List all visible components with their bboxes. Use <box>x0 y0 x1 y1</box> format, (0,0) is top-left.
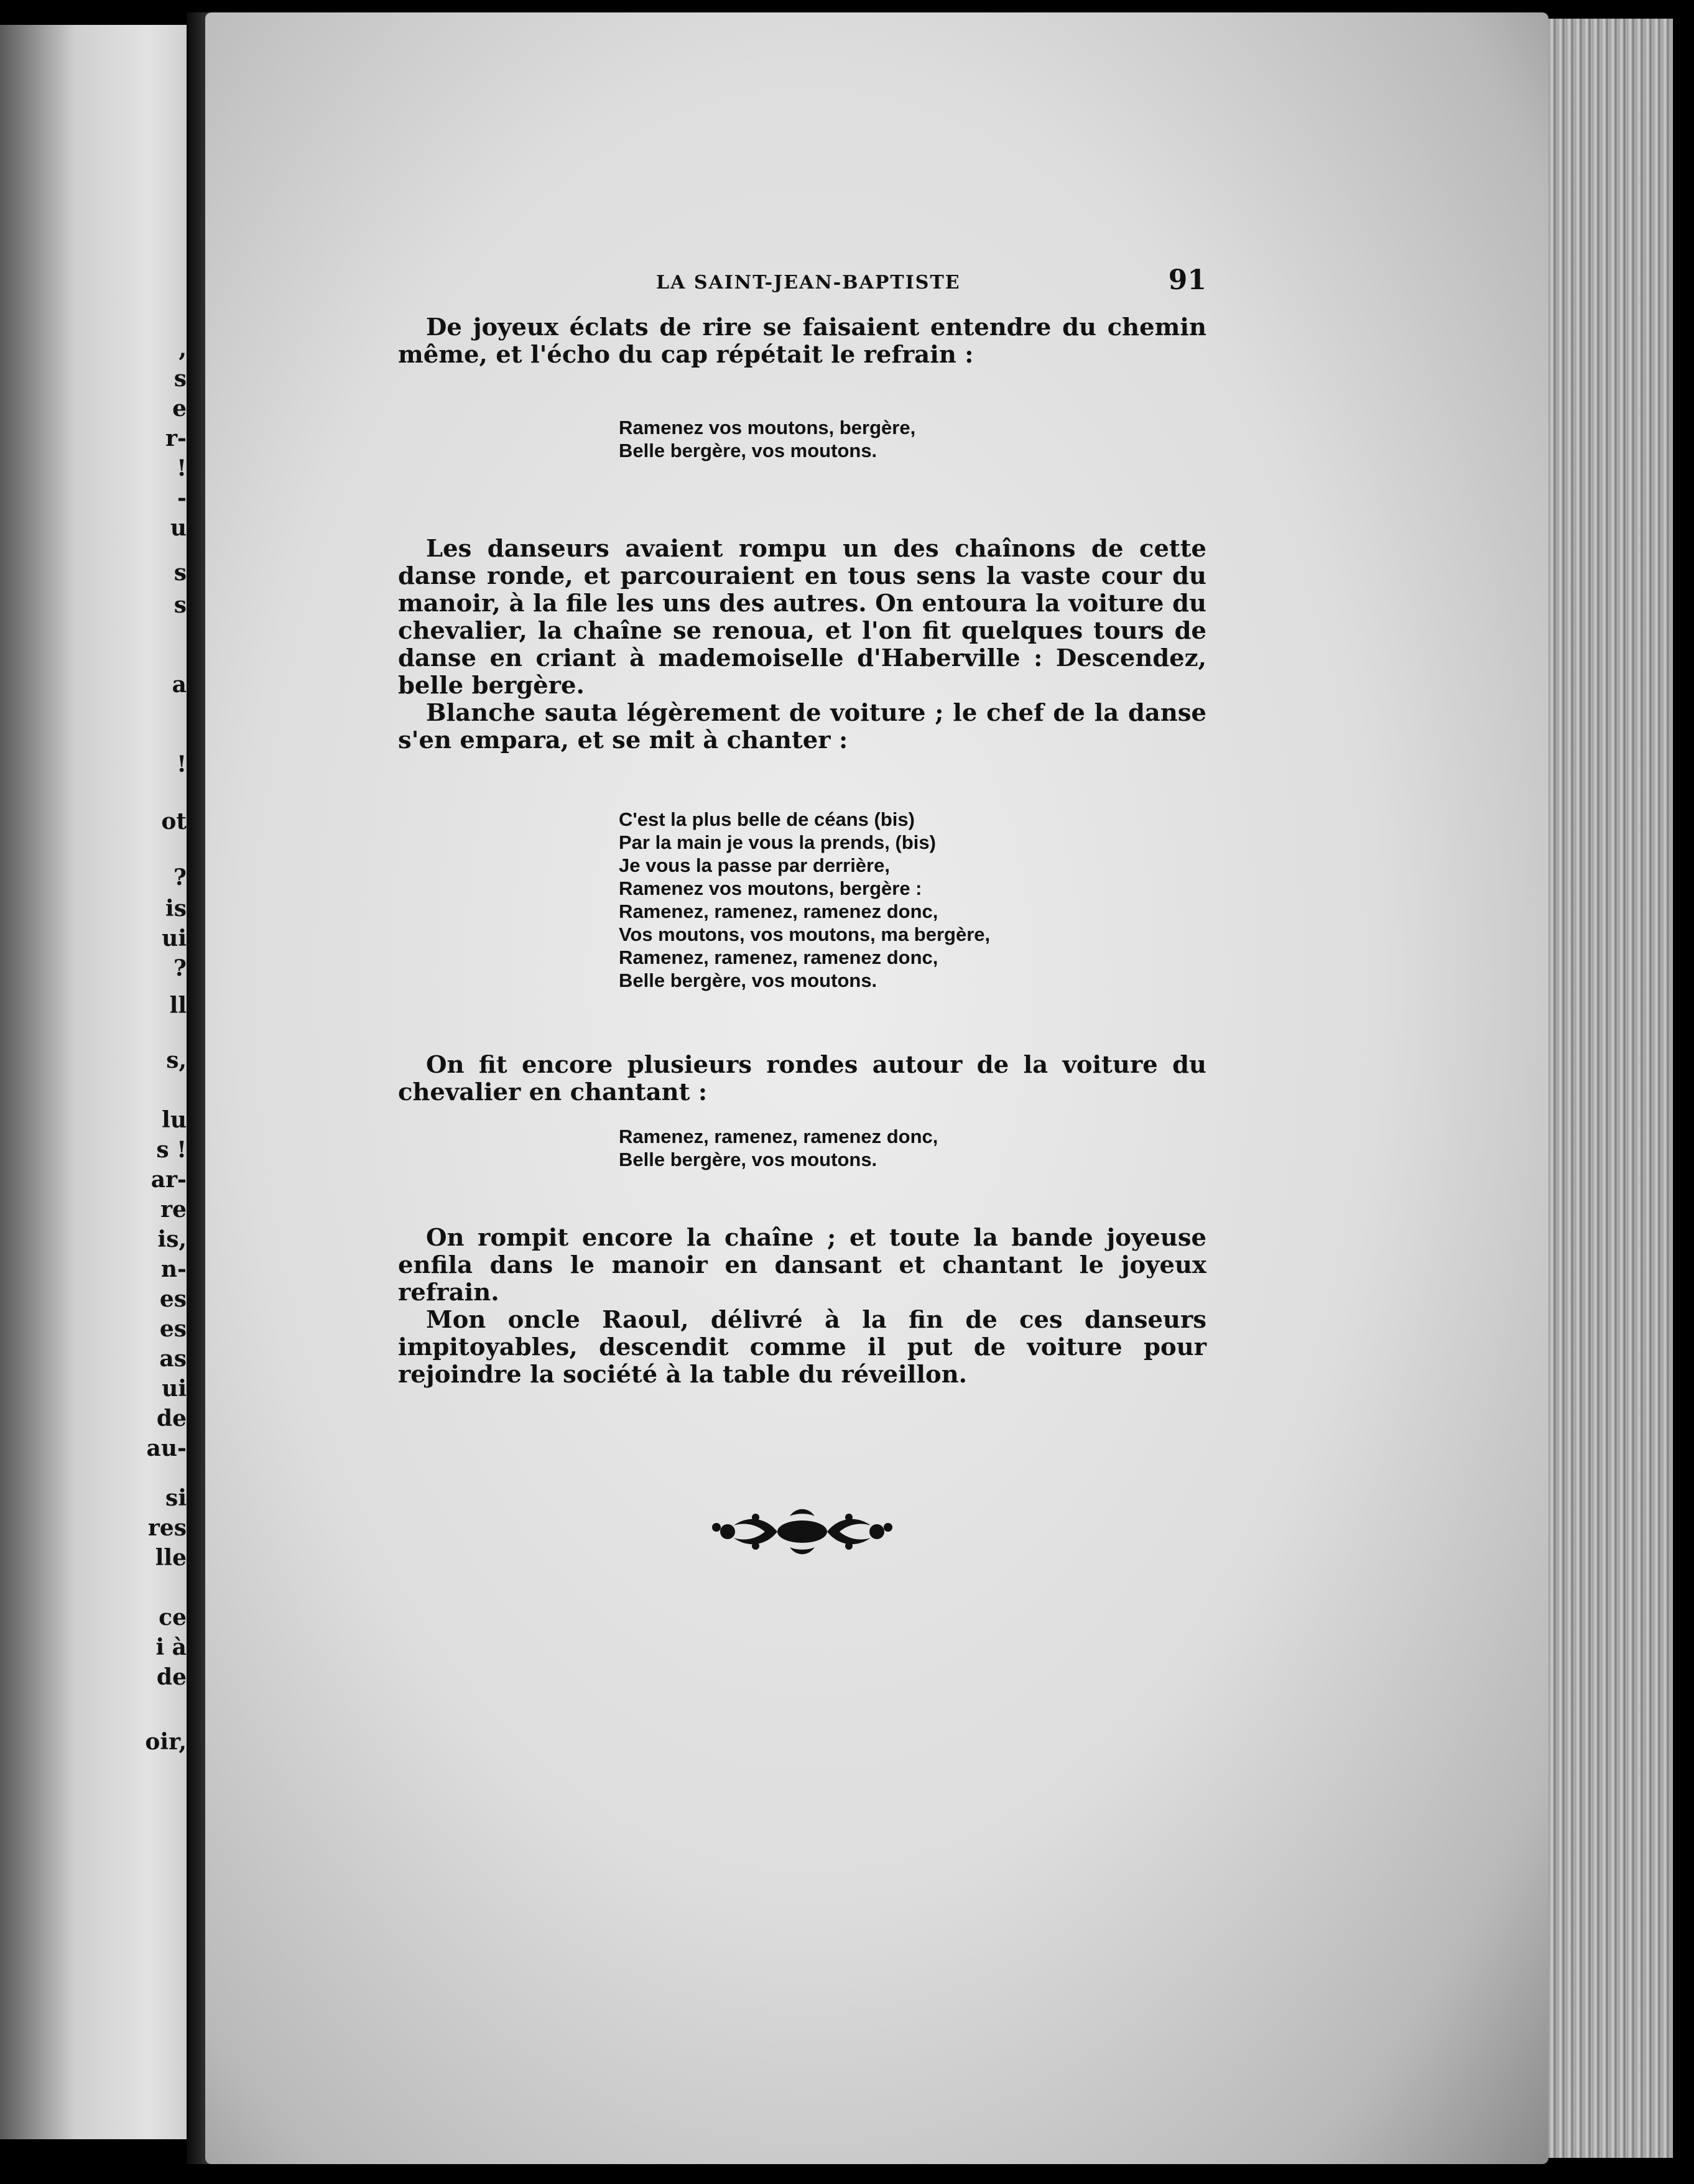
left-page-fragment: ce <box>159 1604 187 1631</box>
verse-line: Ramenez vos moutons, bergère, <box>619 417 916 438</box>
left-page-fragment: lle <box>155 1545 187 1571</box>
left-page-fragment: es <box>159 1316 187 1342</box>
background-edge <box>1673 0 1694 2184</box>
left-page-fragment: s <box>174 592 187 618</box>
left-page-fragment: de <box>156 1405 187 1432</box>
left-page-fragment: ? <box>173 955 187 981</box>
page-number: 91 <box>1168 264 1206 296</box>
left-page-fragment: si <box>165 1485 187 1511</box>
left-page-fragment: is <box>165 895 187 922</box>
left-page-fragment: s ! <box>156 1137 187 1163</box>
refrain-1 <box>619 416 1206 462</box>
floral-ornament-icon <box>709 1504 896 1560</box>
left-page-fragment: ll <box>169 993 187 1019</box>
verse-line: Belle bergère, vos moutons. <box>619 969 877 991</box>
left-page-fragment: a <box>172 672 187 698</box>
running-head <box>398 264 1206 302</box>
left-page-fragment: ! <box>177 751 187 777</box>
left-page-fragment: s <box>174 560 187 586</box>
verse-line: Je vous la passe par derrière, <box>619 854 890 876</box>
left-page-fragment: e <box>172 396 187 422</box>
refrain-2 <box>619 1125 1206 1171</box>
left-page-fragment: , <box>178 336 187 362</box>
left-page-fragment: ar- <box>150 1167 187 1193</box>
paragraph-6: Mon oncle Raoul, délivré à la fin de ces danseurs impitoyables, descendit comme il put de voiture pour rejoindre la société à la table du réveillon. <box>398 1306 1206 1389</box>
paragraph-5: On rompit encore la chaîne ; et toute la bande joyeuse enfila dans le manoir en dansant et chantant le joyeux refrain. <box>398 1224 1206 1307</box>
left-page-fragment: re <box>160 1196 187 1223</box>
verse-line: Par la main je vous la prends, (bis) <box>619 831 936 853</box>
left-page-fragment: is, <box>157 1226 187 1252</box>
verse-line: Belle bergère, vos moutons. <box>619 1149 877 1170</box>
verse-line: Vos moutons, vos moutons, ma bergère, <box>619 923 991 945</box>
left-page-fragment: u <box>170 515 187 541</box>
left-page-text-fragments <box>0 25 187 2139</box>
left-page-fragment: de <box>156 1664 187 1690</box>
left-page-fragment: ot <box>161 808 187 835</box>
paragraph-4: On fit encore plusieurs rondes autour de la voiture du chevalier en chantant : <box>398 1051 1206 1106</box>
left-page-fragment: r- <box>165 425 187 451</box>
left-page-fragment: ui <box>162 1376 187 1402</box>
left-page-fragment: es <box>159 1286 187 1312</box>
running-title: LA SAINT-JEAN-BAPTISTE <box>656 272 961 294</box>
left-page-fragment: ! <box>177 455 187 481</box>
left-page-fragment: au- <box>146 1435 187 1461</box>
verse-line: Ramenez vos moutons, bergère : <box>619 877 922 899</box>
left-page-fragment: res <box>147 1515 187 1541</box>
left-page-fragment: ? <box>173 864 187 891</box>
verse-line: Ramenez, ramenez, ramenez donc, <box>619 900 938 922</box>
verse-line: Ramenez, ramenez, ramenez donc, <box>619 946 938 968</box>
song-verse <box>619 808 1206 992</box>
left-facing-page <box>0 25 187 2139</box>
left-page-fragment: oir, <box>145 1729 187 1755</box>
left-page-fragment: s <box>174 366 187 392</box>
left-page-fragment: s, <box>166 1047 187 1073</box>
left-page-fragment: n- <box>160 1256 187 1282</box>
left-page-fragment: - <box>177 485 187 511</box>
page-edges <box>1548 19 1673 2158</box>
paragraph-2: Les danseurs avaient rompu un des chaînons de cette danse ronde, et parcouraient en tous sens la vaste cour du manoir, à la file les uns des autres. On entoura la voiture du chevalier, la chaîne se renoua, et l'on fit quelques tours de danse en criant à mademoiselle d'Haberville : Descendez, belle bergère. <box>398 535 1206 700</box>
verse-line: Ramenez, ramenez, ramenez donc, <box>619 1126 938 1147</box>
verse-line: C'est la plus belle de céans (bis) <box>619 808 915 830</box>
paragraph-3: Blanche sauta légèrement de voiture ; le chef de la danse s'en empara, et se mit à chanter : <box>398 699 1206 754</box>
verse-line: Belle bergère, vos moutons. <box>619 440 877 461</box>
paragraph-1: De joyeux éclats de rire se faisaient entendre du chemin même, et l'écho du cap répétait le refrain : <box>398 313 1206 369</box>
left-page-fragment: as <box>159 1346 187 1372</box>
left-page-fragment: lu <box>162 1107 187 1133</box>
page-content <box>398 264 1206 1389</box>
left-page-fragment: i à <box>155 1634 187 1660</box>
left-page-fragment: ui <box>162 925 187 951</box>
